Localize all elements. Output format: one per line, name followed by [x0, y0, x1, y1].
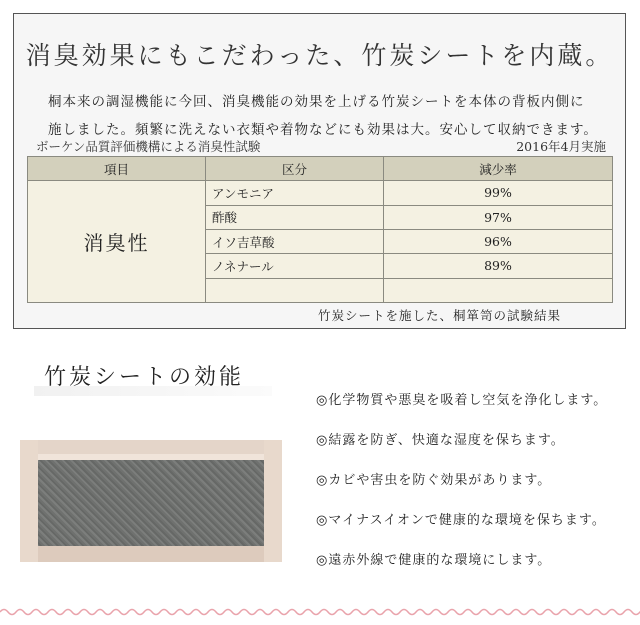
reduction-rate: 89% — [384, 254, 613, 278]
box-bottom-board — [20, 546, 282, 562]
table-footnote: 竹炭シートを施した、桐箪笥の試験結果 — [318, 308, 562, 323]
header-category: 区分 — [206, 157, 384, 181]
intro-text — [48, 88, 628, 144]
reduction-rate: 97% — [384, 205, 613, 229]
test-date: 2016年4月実施 — [516, 139, 606, 154]
header-item: 項目 — [28, 157, 206, 181]
decorative-wave-border — [0, 606, 640, 618]
list-item: ◎遠赤外線で健康的な環境にします。 — [316, 553, 552, 568]
substance-name: 酢酸 — [206, 205, 384, 229]
header-rate: 減少率 — [384, 157, 613, 181]
table-header-row — [28, 157, 613, 181]
empty-cell — [384, 278, 613, 302]
charcoal-sheet — [38, 454, 266, 550]
list-item: ◎結露を防ぎ、快適な湿度を保ちます。 — [316, 433, 565, 448]
list-item: ◎マイナスイオンで健康的な環境を保ちます。 — [316, 513, 606, 528]
deodorization-table — [27, 156, 613, 303]
substance-name: イソ吉草酸 — [206, 229, 384, 253]
substance-name: アンモニア — [206, 181, 384, 205]
box-inner-edge — [32, 454, 270, 460]
intro-line-2: 施しました。頻繁に洗えない衣類や着物などにも効果は大。安心して収納できます。 — [48, 122, 598, 138]
list-item: ◎カビや害虫を防ぐ効果があります。 — [316, 473, 552, 488]
box-right-board — [264, 440, 282, 562]
category-cell: 消臭性 — [28, 181, 206, 303]
table-row — [28, 181, 613, 205]
reduction-rate: 99% — [384, 181, 613, 205]
headline: 消臭効果にもこだわった、竹炭シートを内蔵。 — [25, 41, 614, 70]
empty-cell — [206, 278, 384, 302]
box-top-board — [20, 440, 282, 454]
benefit-list — [316, 389, 607, 589]
box-left-board — [20, 440, 38, 562]
section-title: 竹炭シートの効能 — [44, 365, 245, 390]
substance-name: ノネナール — [206, 254, 384, 278]
test-caption: ボーケン品質評価機構による消臭性試験 — [36, 139, 261, 154]
list-item: ◎化学物質や悪臭を吸着し空気を浄化します。 — [316, 393, 608, 408]
intro-line-1: 桐本来の調湿機能に今回、消臭機能の効果を上げる竹炭シートを本体の背板内側に — [48, 94, 585, 110]
paulownia-box-illustration — [20, 440, 282, 562]
reduction-rate: 96% — [384, 229, 613, 253]
